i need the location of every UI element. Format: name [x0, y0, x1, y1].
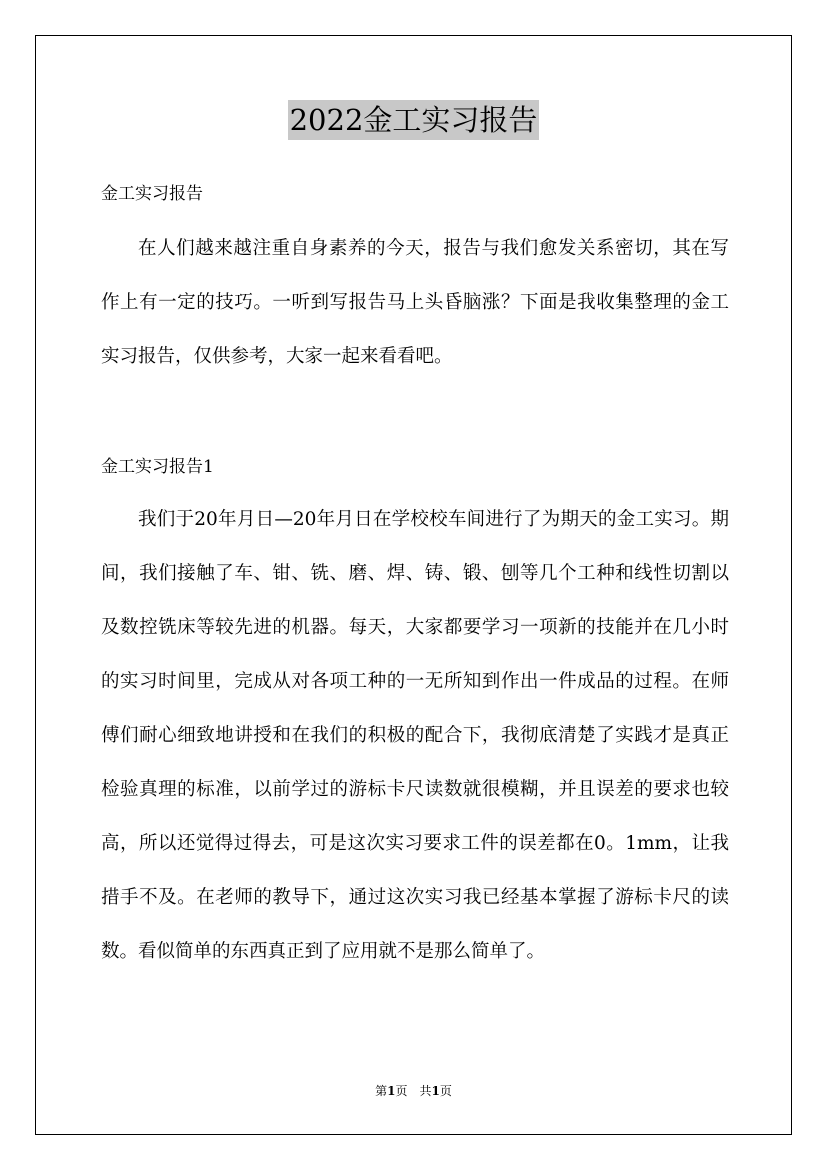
document-title: 2022金工实习报告 — [288, 100, 540, 140]
page-footer — [0, 1083, 827, 1099]
footer-page-number: 1 — [387, 1084, 396, 1098]
footer-page-total: 1 — [431, 1084, 440, 1098]
footer-middle: 页 共 — [395, 1084, 432, 1098]
intro-paragraph: 在人们越来越注重自身素养的今天，报告与我们愈发关系密切，其在写作上有一定的技巧。一听到写报告马上头昏脑涨？下面是我收集整理的金工实习报告，仅供参考，大家一起来看看吧。 — [101, 238, 729, 367]
footer-suffix: 页 — [439, 1084, 452, 1098]
title-container — [0, 100, 827, 140]
report-heading: 金工实习报告1 — [101, 457, 214, 477]
body-paragraph: 我们于20年月日—20年月日在学校校车间进行了为期天的金工实习。期间，我们接触了车、钳、铣、磨、焊、铸、锻、刨等几个工种和线性切割以及数控铣床等较先进的机器。每天，大家都要学习一项新的技能并在几小时的实习时间里，完成从对各项工种的一无所知到作出一件成品的过程。在师傅们耐心细致地讲授和在我们的积极的配合下，我彻底清楚了实践才是真正检验真理的标准，以前学过的游标卡尺读数就很模糊，并且误差的要求也较高，所以还觉得过得去，可是这次实习要求工件的误差都在0。1mm，让我措手不及。在老师的教导下，通过这次实习我已经基本掌握了游标卡尺的读数。看似简单的东西真正到了应用就不是那么简单了。 — [101, 509, 729, 962]
section-heading: 金工实习报告 — [101, 184, 203, 204]
footer-prefix: 第 — [375, 1084, 388, 1098]
